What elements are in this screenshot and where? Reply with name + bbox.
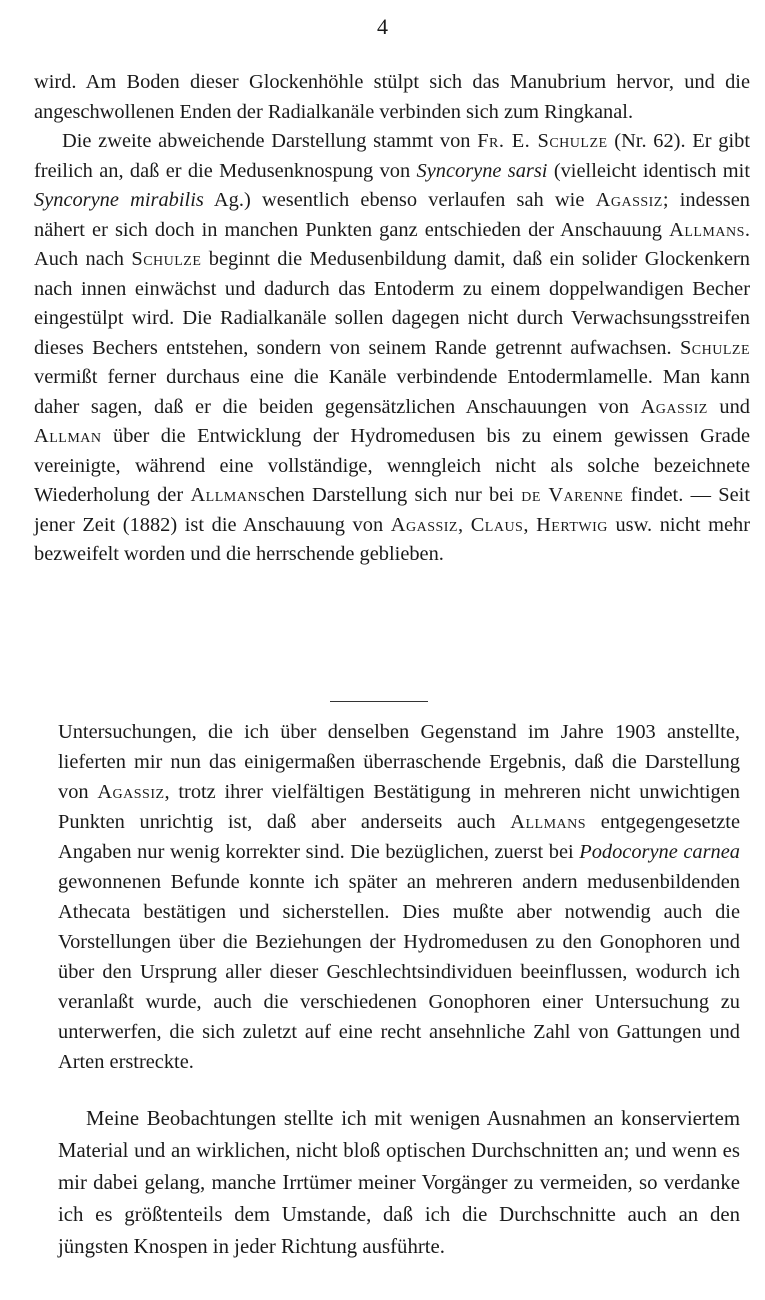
text: Ag.) wesentlich ebenso verlaufen sah wie bbox=[203, 189, 596, 211]
author-name: Schulze bbox=[131, 248, 202, 270]
author-name: Claus bbox=[470, 513, 524, 536]
text: gewonnenen Befunde konnte ich später an mehreren andern medusenbildenden Athecata bestätigen und sicherstellen. Dies mußte aber notwendig auch die Vorstellungen über die Beziehungen der Hydromedusen zu den Gonophoren und über den Ursprung aller dieser Geschlechtsindividuen beeinflussen, wodurch ich veranlaßt wurde, auch die verschiedenen Gonophoren einer Untersuchung zu unterwerfen, die sich zuletzt auf eine recht ansehnliche Zahl von Gattungen und Arten erstreckte. bbox=[58, 871, 740, 1073]
text: usw. nicht mehr bezweifelt worden und die herrschende geblieben. bbox=[34, 513, 750, 565]
text: . Auch nach bbox=[34, 218, 750, 270]
paragraph-schulze bbox=[34, 127, 750, 570]
paragraph-research bbox=[58, 717, 740, 1077]
author-name: Schulze bbox=[679, 336, 750, 359]
section-methods bbox=[58, 1103, 740, 1263]
author-name: Fr. E. Schulze bbox=[477, 130, 608, 152]
page-number: 4 bbox=[377, 14, 388, 39]
text: über die Entwicklung der Hydromedusen bis zu einem gewissen Grade vereinigte, während eine vollständige, wenngleich nicht als solche bezeichnete Wiederholung der bbox=[34, 425, 750, 506]
text: ; indessen nähert er sich doch in manchen Punkten ganz entschieden der Anschauung bbox=[34, 189, 750, 241]
author-name: Agassiz bbox=[640, 395, 708, 418]
paragraph-methods: Meine Beobachtungen stellte ich mit wenigen Ausnahmen an konserviertem Material und an wirklichen, nicht bloß optischen Durchschnitten an; und wenn es mir dabei gelang, manche Irrtümer meiner Vorgänger zu vermeiden, so verdanke ich es größtenteils dem Umstande, daß ich die Durchschnitte auch an den jüngsten Knospen in jeder Richtung ausführte. bbox=[58, 1107, 740, 1258]
paragraph-continuation: wird. Am Boden dieser Glockenhöhle stülpt sich das Manubrium hervor, und die angeschwollenen Enden der Radialkanäle verbinden sich zum Ringkanal. bbox=[34, 71, 750, 123]
author-name: Agassiz bbox=[390, 513, 458, 536]
text: vermißt ferner durchaus eine die Kanäle verbindende Entodermlamelle. Man kann daher sagen, daß er die beiden gegensätzlichen Anschauungen von bbox=[34, 366, 750, 418]
species-name: Syncoryne sarsi bbox=[416, 159, 548, 182]
section-own-research bbox=[58, 717, 740, 1077]
author-name: Agassiz bbox=[595, 189, 663, 211]
author-name: Allman bbox=[34, 425, 102, 447]
text: (Nr. 62). Er gibt freilich an, daß er die Medusenknospung von bbox=[34, 130, 750, 182]
text: findet. — Seit jener Zeit (1882) ist die Anschauung von bbox=[34, 484, 750, 536]
text: Untersuchungen, die ich über denselben Gegenstand im Jahre 1903 anstellte, lieferten mir nun das einigermaßen überraschende Ergebnis, daß die Darstellung von bbox=[58, 721, 740, 803]
author-name: Allmans bbox=[510, 811, 587, 833]
author-name: Hertwig bbox=[536, 513, 608, 536]
text: beginnt die Medusenbildung damit, daß ein solider Glockenkern nach innen einwächst und dadurch das Entoderm zu einem doppelwandigen Becher eingestülpt wird. Die Radialkanäle sollen dagegen nicht durch Verwachsungsstreifen dieses Bechers entstehen, sondern von seinem Rande getrennt aufwachsen. bbox=[34, 248, 751, 359]
author-name: de Varenne bbox=[521, 484, 624, 506]
text: , bbox=[457, 513, 471, 536]
author-name: Allmans bbox=[669, 218, 745, 241]
text: , bbox=[523, 513, 537, 536]
species-name: Syncoryne mirabilis bbox=[34, 189, 204, 211]
species-name: Podocoryne carnea bbox=[579, 841, 740, 863]
text: entgegengesetzte Angaben nur wenig korrekter sind. Die bezüglichen, zuerst bei bbox=[58, 811, 741, 863]
text: (vielleicht identisch mit bbox=[547, 159, 750, 182]
text: chen Darstellung sich nur bei bbox=[266, 484, 522, 506]
text: , trotz ihrer vielfältigen Bestätigung in mehreren nicht unwichtigen Punkten unrichtig ist, daß aber anderseits auch bbox=[58, 781, 740, 833]
section-divider bbox=[330, 701, 428, 702]
text: Die zweite abweichende Darstellung stammt von bbox=[62, 130, 478, 152]
author-name: Allmans bbox=[190, 484, 267, 506]
text: und bbox=[707, 395, 750, 418]
author-name: Agassiz bbox=[97, 781, 165, 803]
section-historical-review bbox=[34, 68, 750, 570]
